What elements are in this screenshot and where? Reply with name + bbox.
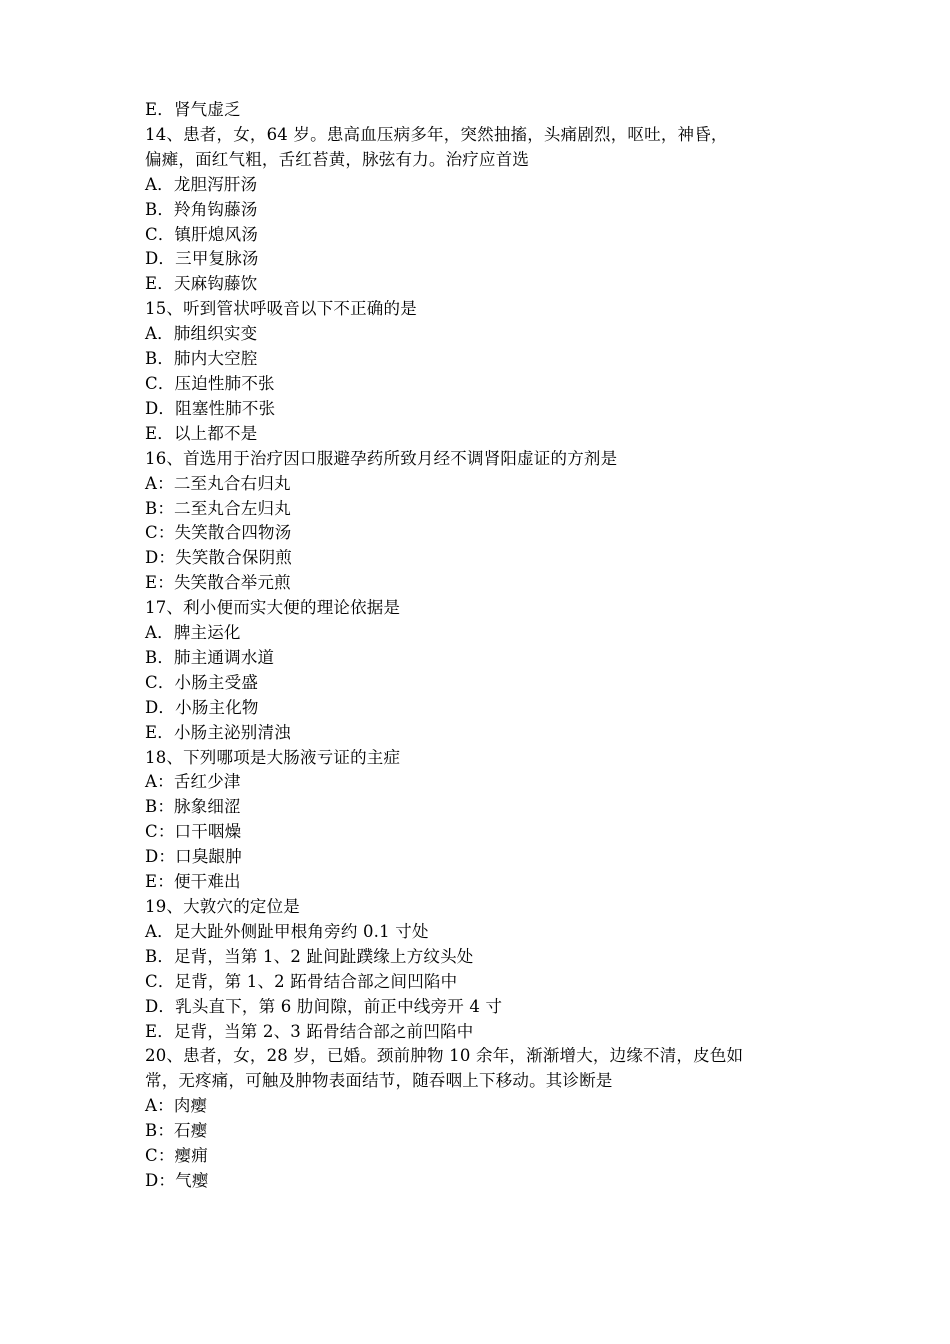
text-line: C：失笑散合四物汤 bbox=[145, 523, 292, 543]
text-line: B：石瘿 bbox=[145, 1121, 208, 1141]
text-line: 18、下列哪项是大肠液亏证的主症 bbox=[145, 747, 401, 767]
text-line: D．阻塞性肺不张 bbox=[145, 398, 276, 418]
text-line: C．压迫性肺不张 bbox=[145, 373, 275, 393]
text-line: D．三甲复脉汤 bbox=[145, 249, 259, 269]
document-text-body bbox=[145, 98, 815, 1194]
text-line: 19、大敦穴的定位是 bbox=[145, 897, 300, 916]
text-line: A．肺组织实变 bbox=[145, 324, 258, 344]
text-line: 16、首选用于治疗因口服避孕药所致月经不调肾阳虚证的方剂是 bbox=[145, 448, 618, 468]
text-line: C：瘿痈 bbox=[145, 1146, 208, 1166]
text-line: B．肺主通调水道 bbox=[145, 647, 275, 667]
text-line: B．羚角钩藤汤 bbox=[145, 199, 258, 219]
text-line: C．足背，第 1、2 跖骨结合部之间凹陷中 bbox=[145, 971, 458, 991]
text-line: C．小肠主受盛 bbox=[145, 672, 259, 692]
text-line: C：口干咽燥 bbox=[145, 822, 242, 842]
text-line: D．乳头直下，第 6 肋间隙，前正中线旁开 4 寸 bbox=[145, 996, 503, 1016]
text-line: E：失笑散合举元煎 bbox=[145, 573, 291, 593]
text-line: A．龙胆泻肝汤 bbox=[145, 174, 258, 194]
text-line: E．天麻钩藤饮 bbox=[145, 274, 258, 294]
text-line: A．足大趾外侧趾甲根角旁约 0.1 寸处 bbox=[145, 921, 429, 941]
text-line: B．足背，当第 1、2 趾间趾蹼缘上方纹头处 bbox=[145, 946, 474, 966]
text-line: B：脉象细涩 bbox=[145, 797, 241, 817]
text-line: A：舌红少津 bbox=[145, 772, 241, 792]
text-line: D：气瘿 bbox=[145, 1170, 209, 1190]
text-line: E．小肠主泌别清浊 bbox=[145, 722, 291, 742]
text-line: B．肺内大空腔 bbox=[145, 349, 258, 369]
text-line: 14、患者，女，64 岁。患高血压病多年，突然抽搐，头痛剧烈，呕吐，神昏， bbox=[145, 124, 728, 144]
text-line: E．足背，当第 2、3 跖骨结合部之前凹陷中 bbox=[145, 1021, 474, 1041]
text-line: D．小肠主化物 bbox=[145, 697, 259, 717]
text-line: D：失笑散合保阴煎 bbox=[145, 548, 293, 568]
text-line: D：口臭龈肿 bbox=[145, 847, 242, 867]
text-line: C．镇肝熄风汤 bbox=[145, 224, 259, 244]
text-line: A．脾主运化 bbox=[145, 623, 241, 643]
text-line: 常，无疼痛，可触及肿物表面结节，随吞咽上下移动。其诊断是 bbox=[145, 1071, 613, 1091]
text-line: A：肉瘿 bbox=[145, 1096, 208, 1116]
text-line: E．肾气虚乏 bbox=[145, 100, 241, 119]
text-line: B：二至丸合左归丸 bbox=[145, 498, 291, 518]
text-line: E．以上都不是 bbox=[145, 423, 258, 443]
text-line: 偏瘫，面红气粗，舌红苔黄，脉弦有力。治疗应首选 bbox=[145, 149, 530, 169]
text-line: 15、听到管状呼吸音以下不正确的是 bbox=[145, 299, 417, 319]
text-line: 20、患者，女，28 岁，已婚。颈前肿物 10 余年，渐渐增大，边缘不清，皮色如 bbox=[145, 1046, 744, 1066]
text-line: A：二至丸合右归丸 bbox=[145, 473, 291, 493]
text-line: 17、利小便而实大便的理论依据是 bbox=[145, 598, 401, 618]
text-line: E：便干难出 bbox=[145, 872, 241, 892]
